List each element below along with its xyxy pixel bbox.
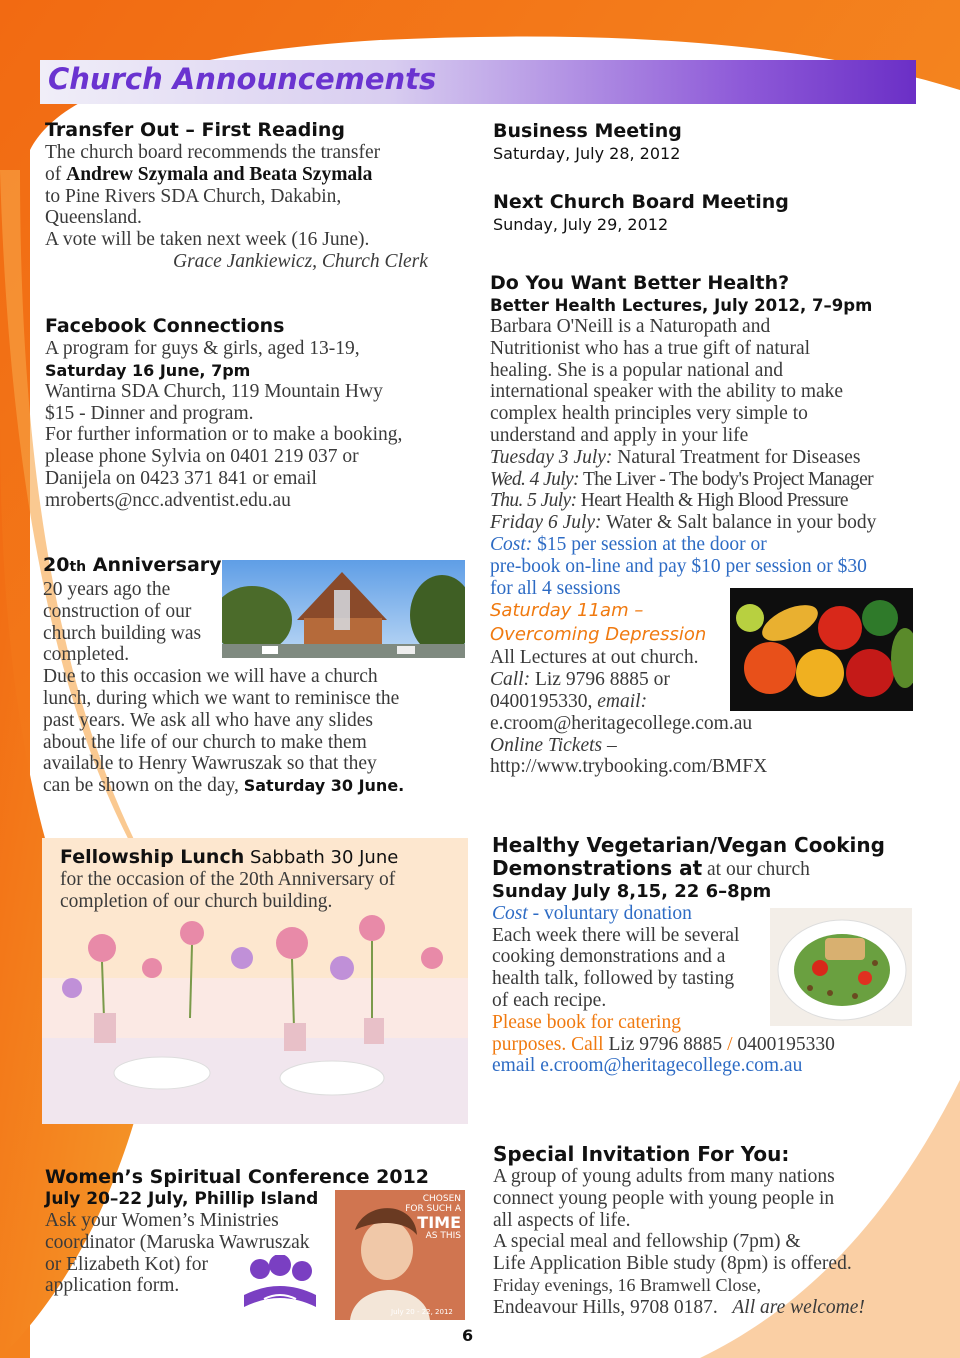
cooking-email[interactable]: email e.croom@heritagecollege.com.au [492,1055,803,1077]
session-topic: The Liver - The body's Project Manager [579,468,874,490]
anniversary-line: construction of our [43,600,192,622]
invitation-line: Life Application Bible study (8pm) is offered. [493,1253,852,1275]
anniversary-line: can be shown on the day, [43,775,244,797]
invitation-section [493,1143,933,1319]
fellowship-heading: Fellowship Lunch [60,846,245,868]
conference-date: July 20–22 July, Phillip Island [45,1189,319,1209]
page-number: 6 [462,1326,474,1345]
cooking-line: of each recipe. [492,989,607,1011]
cooking-cost-label: Cost [492,902,528,924]
transfer-section [45,119,475,273]
cooking-line: health talk, followed by tasting [492,968,735,990]
cooking-date: Sunday July 8,15, 22 6–8pm [492,880,772,902]
cooking-line: Please book for catering [492,1011,681,1033]
saturday-lecture-title: Overcoming Depression [490,624,707,646]
session-topic: Heart Health & High Blood Pressure [576,490,848,512]
invitation-line: Endeavour Hills, 9708 0187. [493,1296,718,1318]
poster-footer: July 20 - 22, 2012 [391,1308,453,1316]
title-bar [40,60,916,104]
conference-line: Ask your Women’s Ministries [45,1210,279,1231]
transfer-line: of [45,163,67,185]
anniversary-heading: 20 [43,554,70,576]
health-line: All Lectures at out church. [490,647,699,669]
invitation-welcome: All are welcome! [732,1296,865,1318]
cooking-line: cooking demonstrations and a [492,946,726,968]
conference-line: application form. [45,1275,180,1297]
health-line: complex health principles very simple to [490,403,808,425]
ministries-logo-icon [234,1255,326,1315]
invitation-heading: Special Invitation For You: [493,1142,790,1166]
health-line: healing. She is a popular national and [490,359,783,381]
anniversary-line: completed. [43,644,130,666]
facebook-line: Danijela on 0423 371 841 or email [45,467,317,489]
business-date: Saturday, July 28, 2012 [493,144,681,163]
anniversary-line: 20 years ago the [43,579,171,600]
facebook-email[interactable]: mroberts@ncc.adventist.edu.au [45,489,291,511]
session-day: Friday 6 July: [490,512,602,534]
transfer-line: to Pine Rivers SDA Church, Dakabin, [45,185,342,207]
cooking-line: Each week there will be several [492,924,740,946]
salad-photo [770,908,912,1026]
anniversary-line: about the life of our church to make them [43,731,367,753]
board-section [493,191,923,235]
facebook-line: For further information or to make a booking, [45,424,403,446]
poster-text: TIME [417,1213,461,1232]
session-topic: Water & Salt balance in your body [601,512,877,534]
cost-text: pre-book on-line and pay $10 per session or $30 [490,555,867,577]
cooking-cost: - voluntary donation [527,902,692,924]
call-label: Call: [490,669,531,691]
anniversary-line: past years. We ask all who have any slides [43,709,374,731]
tickets-label: Online Tickets – [490,734,617,756]
conference-heading: Women’s Spiritual Conference 2012 [45,1166,430,1188]
health-line: understand and apply in your life [490,424,749,446]
facebook-heading: Facebook Connections [45,315,285,337]
invitation-line: A group of young adults from many nations [493,1166,835,1187]
health-line: Nutritionist who has a true gift of natural [490,337,811,359]
poster-text: CHOSEN [422,1194,461,1204]
cooking-heading: Demonstrations at [492,856,703,880]
facebook-date: Saturday 16 June, 7pm [45,360,251,380]
facebook-line: A program for guys & girls, aged 13-19, [45,338,360,359]
invitation-line: A special meal and fellowship (7pm) & [493,1231,801,1253]
fellowship-line: completion of our church building. [60,890,333,912]
cooking-line: purposes. Call [492,1033,604,1055]
health-heading: Do You Want Better Health? [490,272,790,294]
page-title: Church Announcements [48,62,437,96]
conference-line: coordinator (Maruska Wawruszak [45,1231,310,1253]
board-heading: Next Church Board Meeting [493,191,789,213]
transfer-line: Queensland. [45,207,142,229]
cooking-heading-rest: at our church [702,859,810,880]
session-topic: Natural Treatment for Diseases [612,446,861,468]
session-day: Tuesday 3 July: [490,446,613,468]
anniversary-line: Due to this occasion we will have a church [43,666,378,688]
poster-text: FOR SUCH A [405,1204,461,1214]
anniversary-line: lunch, during which we want to reminisce the [43,687,400,709]
church-photo [222,560,465,658]
cooking-heading: Healthy Vegetarian/Vegan Cooking [492,833,885,857]
tickets-link[interactable]: http://www.trybooking.com/BMFX [490,756,768,778]
vegetables-photo [730,588,913,711]
email-link[interactable]: e.croom@heritagecollege.com.au [490,712,753,734]
poster-text: AS THIS [425,1231,461,1241]
board-date: Sunday, July 29, 2012 [493,215,669,234]
cooking-phone: 0400195330 [732,1033,835,1055]
saturday-lecture: Saturday 11am – [490,600,644,622]
cost-label: Cost: [490,533,533,555]
transfer-line: The church board recommends the transfer [45,142,381,163]
cooking-phone: Liz 9796 8885 [603,1033,728,1055]
email-label: email: [597,690,648,712]
transfer-names: Andrew Szymala and Beata Szymala [66,163,373,185]
fellowship-line: for the occasion of the 20th Anniversary of [60,869,396,890]
facebook-line: Wantirna SDA Church, 119 Mountain Hwy [45,380,383,402]
business-heading: Business Meeting [493,120,682,142]
facebook-line: $15 - Dinner and program. [45,402,254,424]
anniversary-date: Saturday 30 June. [243,776,405,796]
health-line: international speaker with the ability to make [490,381,844,403]
facebook-section [45,315,475,512]
transfer-heading: Transfer Out – First Reading [45,119,345,141]
conference-line: or Elizabeth Kot) for [45,1253,208,1275]
business-section [493,120,923,164]
anniversary-line: church building was [43,622,202,644]
call-text: Liz 9796 8885 or [530,669,670,691]
session-day: Thu. 5 July: [490,490,577,512]
session-day: Wed. 4 July: [490,468,580,490]
anniversary-heading-rest: Anniversary [86,554,222,576]
transfer-line: A vote will be taken next week (16 June). [45,229,370,251]
phone-text: 0400195330, [490,690,598,712]
health-subheading: Better Health Lectures, July 2012, 7–9pm [490,296,873,315]
cost-text: for all 4 sessions [490,577,621,599]
invitation-line: Friday evenings, 16 Bramwell Close, [493,1274,761,1295]
cost-text: $15 per session at the door or [532,533,767,555]
invitation-line: connect young people with young people in [493,1187,835,1209]
cooking-separator: / [727,1033,733,1055]
invitation-line: all aspects of life. [493,1209,631,1231]
fellowship-box [42,838,468,1124]
conference-poster [335,1190,465,1320]
fellowship-date: Sabbath 30 June [244,847,399,868]
facebook-line: please phone Sylvia on 0401 219 037 or [45,446,359,468]
health-line: Barbara O'Neill is a Naturopath and [490,316,771,337]
anniversary-heading-suffix: th [69,559,87,575]
transfer-signature: Grace Jankiewicz, Church Clerk [173,250,428,272]
anniversary-line: available to Henry Wawruszak so that they [43,753,377,775]
